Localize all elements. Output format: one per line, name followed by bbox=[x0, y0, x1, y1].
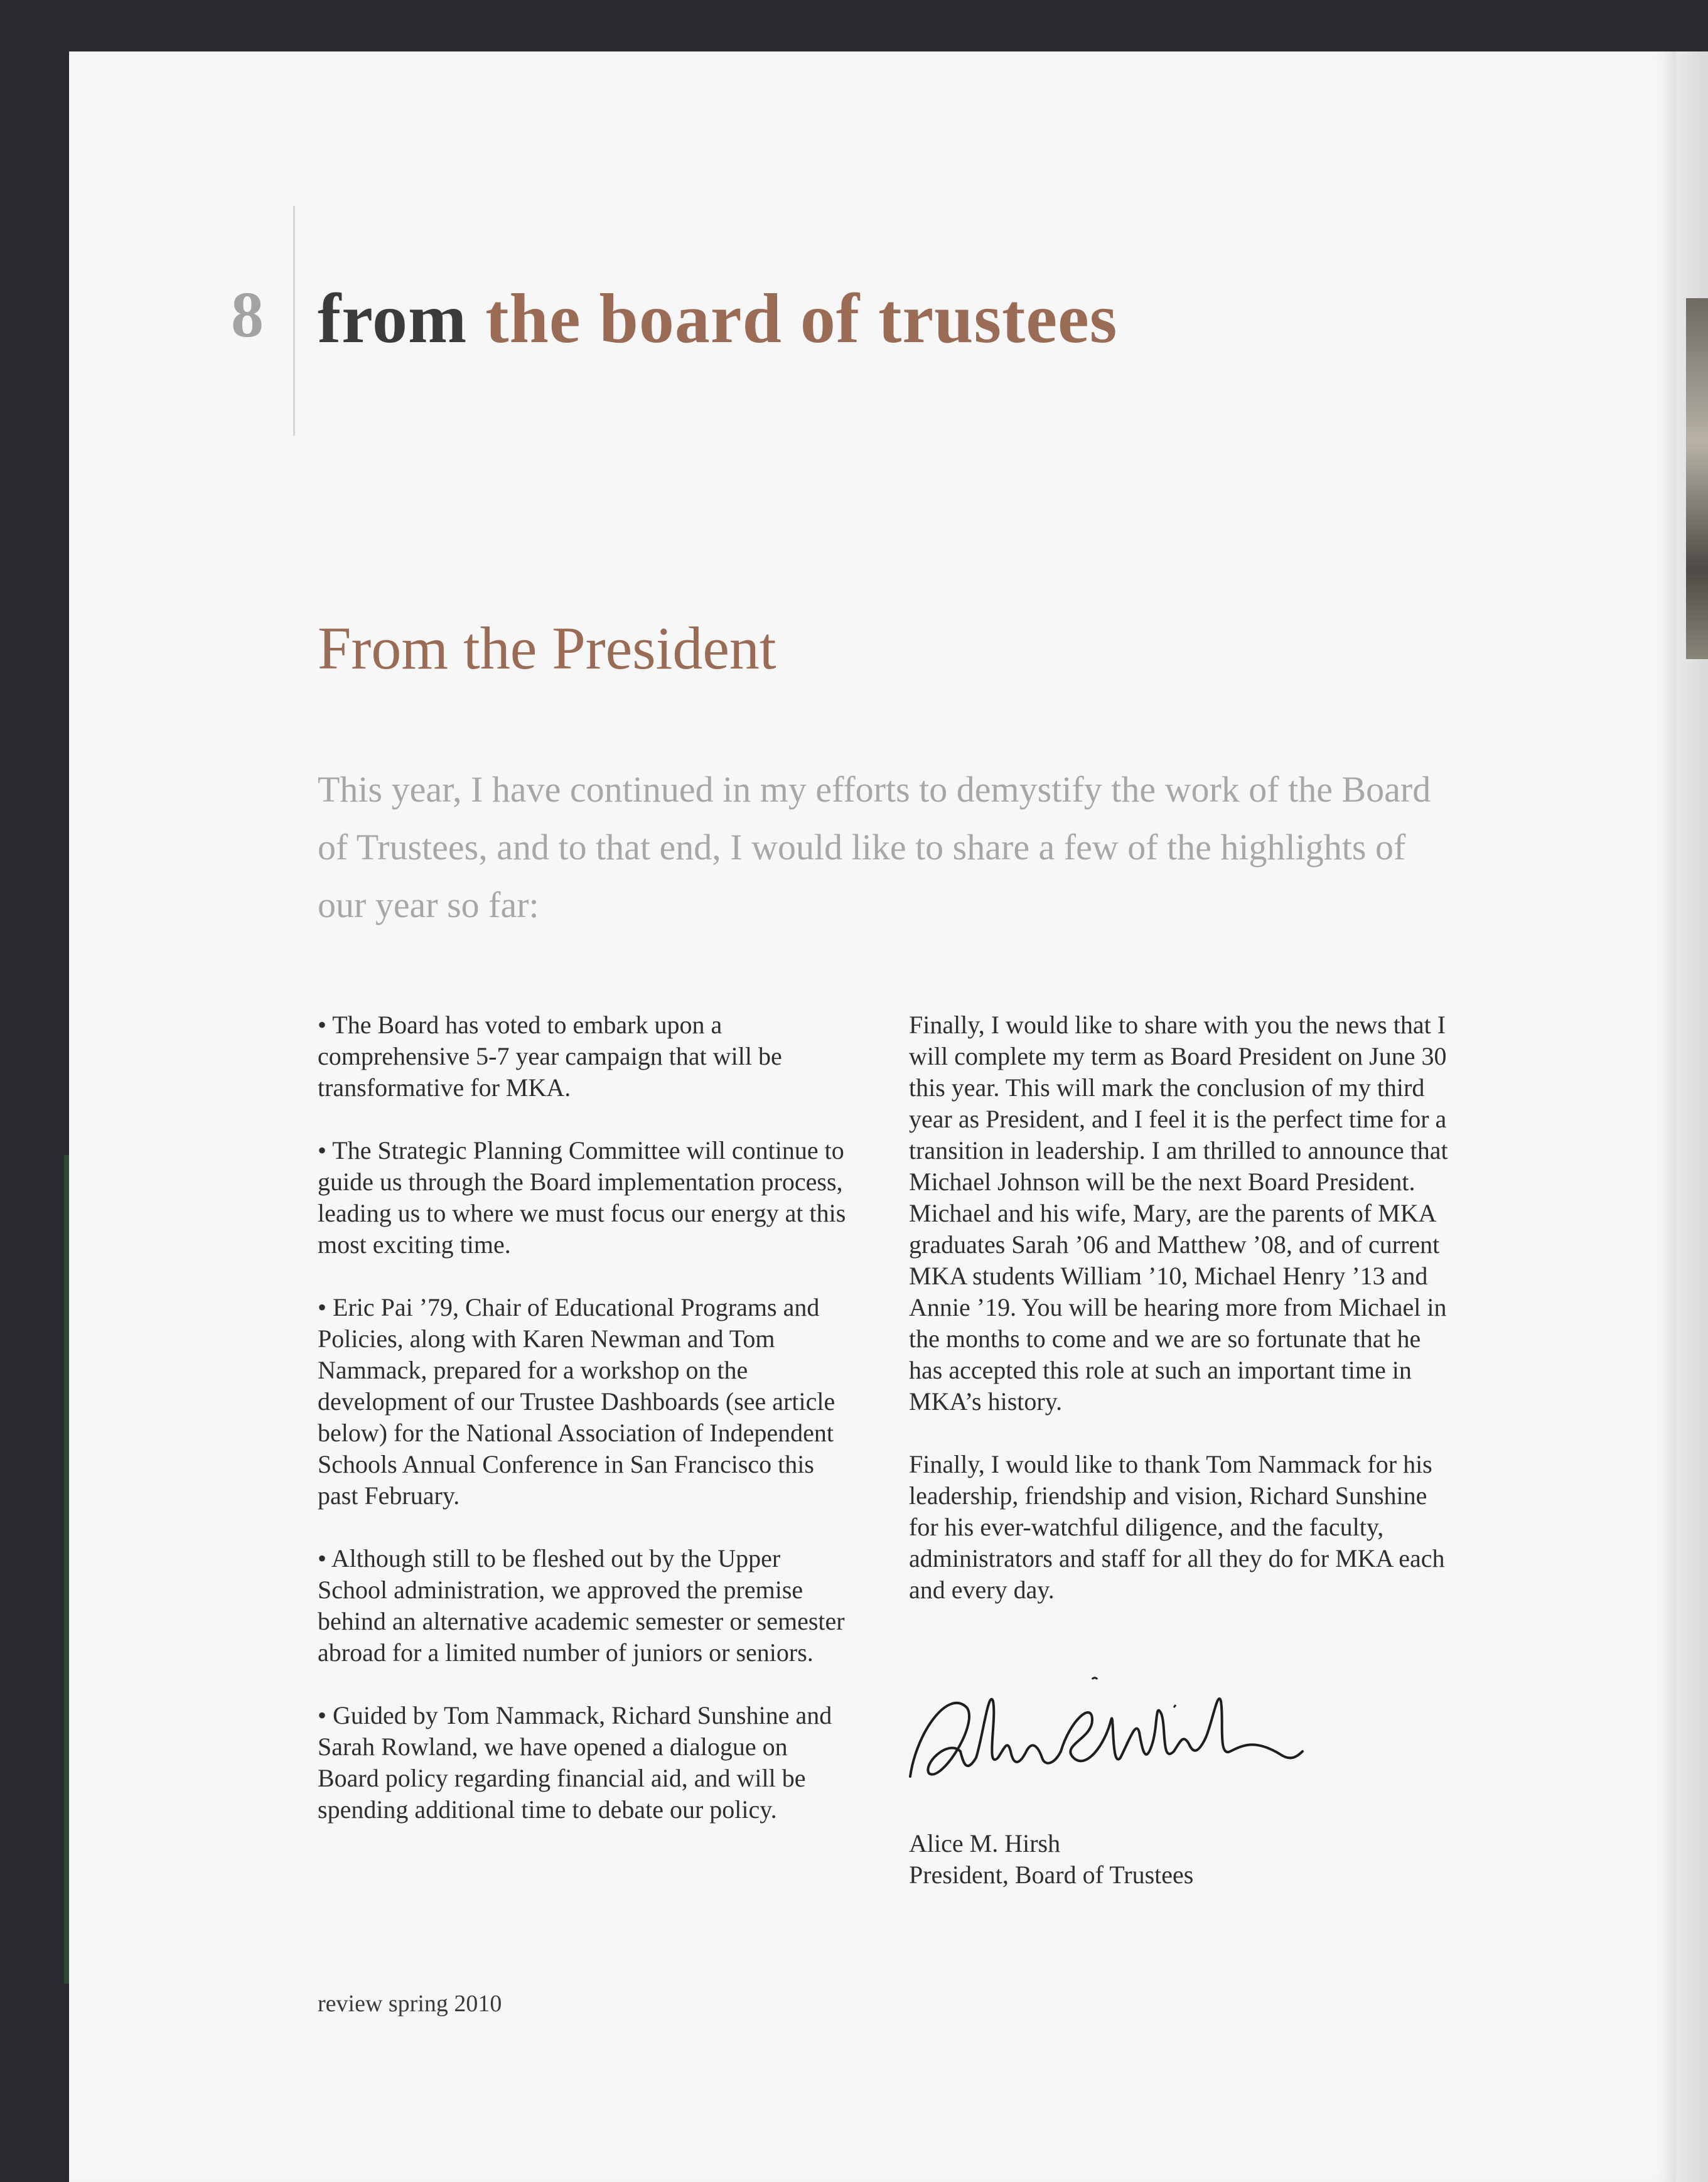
adjacent-photo-edge bbox=[1686, 298, 1708, 659]
chapter-number: 8 bbox=[231, 279, 264, 351]
bullet-item: • The Strategic Planning Committee will continue to guide us through the Board implementation process, leading us to where we must focus our energy at this most exciting time. bbox=[318, 1136, 846, 1259]
right-column bbox=[909, 1009, 1455, 1637]
header-divider bbox=[293, 206, 295, 436]
closing-paragraph: Finally, I would like to thank Tom Nammack for his leadership, friendship and vision, Richard Sunshine for his ever-watchful diligence, and the faculty, administrators and staff for all they do for MKA each and every day. bbox=[909, 1450, 1445, 1604]
bullet-item: • Although still to be fleshed out by the Upper School administration, we approved the premise behind an alternative academic semester or semester abroad for a limited number of juniors or seniors. bbox=[318, 1544, 845, 1667]
closing-paragraph: Finally, I would like to share with you the news that I will complete my term as Board President on June 30 this year. This will mark the conclusion of my third year as President, and I feel it is the perfect time for a transition in leadership. I am thrilled to announce that Michael Johnson will be the next Board President. Michael and his wife, Mary, are the parents of MKA graduates Sarah ’06 and Matthew ’08, and of current MKA students William ’10, Michael Henry ’13 and Annie ’19. You will be hearing more from Michael in the months to come and we are so fortunate that he has accepted this role at such an important time in MKA’s history. bbox=[909, 1011, 1448, 1416]
section-title-lead: from bbox=[318, 280, 468, 358]
article-heading: From the President bbox=[318, 615, 776, 682]
signature bbox=[904, 1663, 1306, 1814]
article-intro: This year, I have continued in my efforts to demystify the work of the Board of Trustees, and to that end, I would like to share a few of the highlights of our year so far: bbox=[318, 769, 1431, 925]
bullet-item: • The Board has voted to embark upon a comprehensive 5-7 year campaign that will be transformative for MKA. bbox=[318, 1011, 782, 1102]
binding-edge bbox=[64, 1155, 69, 1984]
bullet-item: • Eric Pai ’79, Chair of Educational Programs and Policies, along with Karen Newman and Tom Nammack, prepared for a workshop on the development of our Trustee Dashboards (see article below) for the National Association of Independent Schools Annual Conference in San Francisco this past February. bbox=[318, 1293, 835, 1510]
section-title bbox=[318, 280, 1118, 358]
signatory-name: Alice M. Hirsh bbox=[909, 1829, 1061, 1857]
section-title-rest: the board of trustees bbox=[485, 280, 1118, 358]
left-column bbox=[318, 1009, 851, 1857]
signatory-title: President, Board of Trustees bbox=[909, 1861, 1194, 1889]
bullet-item: • Guided by Tom Nammack, Richard Sunshine and Sarah Rowland, we have opened a dialogue on Board policy regarding financial aid, and will be spending additional time to debate our policy. bbox=[318, 1701, 832, 1824]
signature-block bbox=[909, 1828, 1193, 1891]
footer-publication: review spring 2010 bbox=[318, 1991, 502, 2017]
